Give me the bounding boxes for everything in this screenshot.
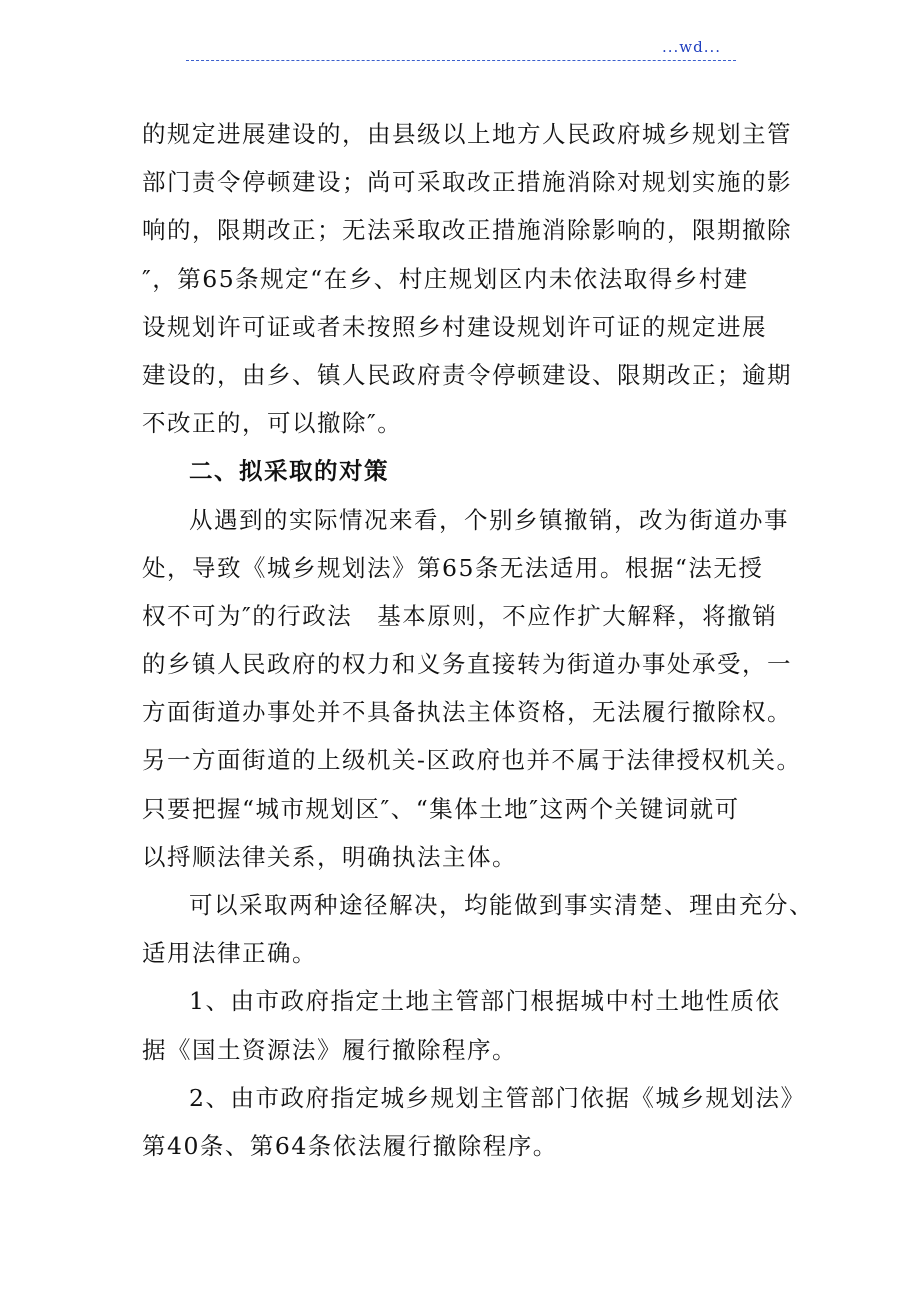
text-line: 响的，限期改正；无法采取改正措施消除影响的，限期撤除 [142, 216, 792, 245]
text-line: 方面街道办事处并不具备执法主体资格，无法履行撤除权。 [142, 698, 792, 727]
text-line: 可以采取两种途径解决，均能做到事实清楚、理由充分、 [189, 891, 814, 919]
text-line: ″，第65条规定“在乡、村庄规划区内未依法取得乡村建 [142, 264, 749, 293]
text-line: 以捋顺法律关系，明确执法主体。 [142, 842, 517, 871]
header-mark: ...wd... [662, 38, 722, 56]
body-text [142, 110, 814, 1170]
text-line: 只要把握“城市规划区″、“集体土地″这两个关键词就可 [142, 794, 740, 823]
text-line: 处，导致《城乡规划法》第65条无法适用。根据“法无授 [142, 553, 764, 582]
text-line: 建设的，由乡、镇人民政府责令停顿建设、限期改正；逾期 [142, 360, 792, 389]
list-item: 2、由市政府指定城乡规划主管部门依据《城乡规划法》 [189, 1083, 806, 1112]
text-line: 从遇到的实际情况来看，个别乡镇撤销，改为街道办事 [189, 505, 789, 534]
text-line: 的乡镇人民政府的权力和义务直接转为街道办事处承受，一 [142, 650, 792, 679]
text-line: 据《国土资源法》履行撤除程序。 [142, 1035, 517, 1064]
text-line: 适用法律正确。 [142, 939, 317, 968]
text-line: 另一方面街道的上级机关-区政府也并不属于法律授权机关。 [142, 746, 802, 775]
text-line: 设规划许可证或者未按照乡村建设规划许可证的规定进展 [142, 312, 767, 341]
text-line: 部门责令停顿建设；尚可采取改正措施消除对规划实施的影 [142, 168, 792, 197]
text-line: 权不可为″的行政法 基本原则，不应作扩大解释，将撤销 [142, 601, 778, 630]
text-line: 第40条、第64条依法履行撤除程序。 [142, 1131, 558, 1160]
list-item: 1、由市政府指定土地主管部门根据城中村土地性质依 [189, 987, 781, 1016]
section-heading: 二、拟采取的对策 [189, 457, 389, 486]
header-dashed-rule [186, 60, 736, 61]
text-line: 不改正的，可以撤除″。 [142, 409, 403, 438]
text-line: 的规定进展建设的，由县级以上地方人民政府城乡规划主管 [142, 120, 792, 148]
